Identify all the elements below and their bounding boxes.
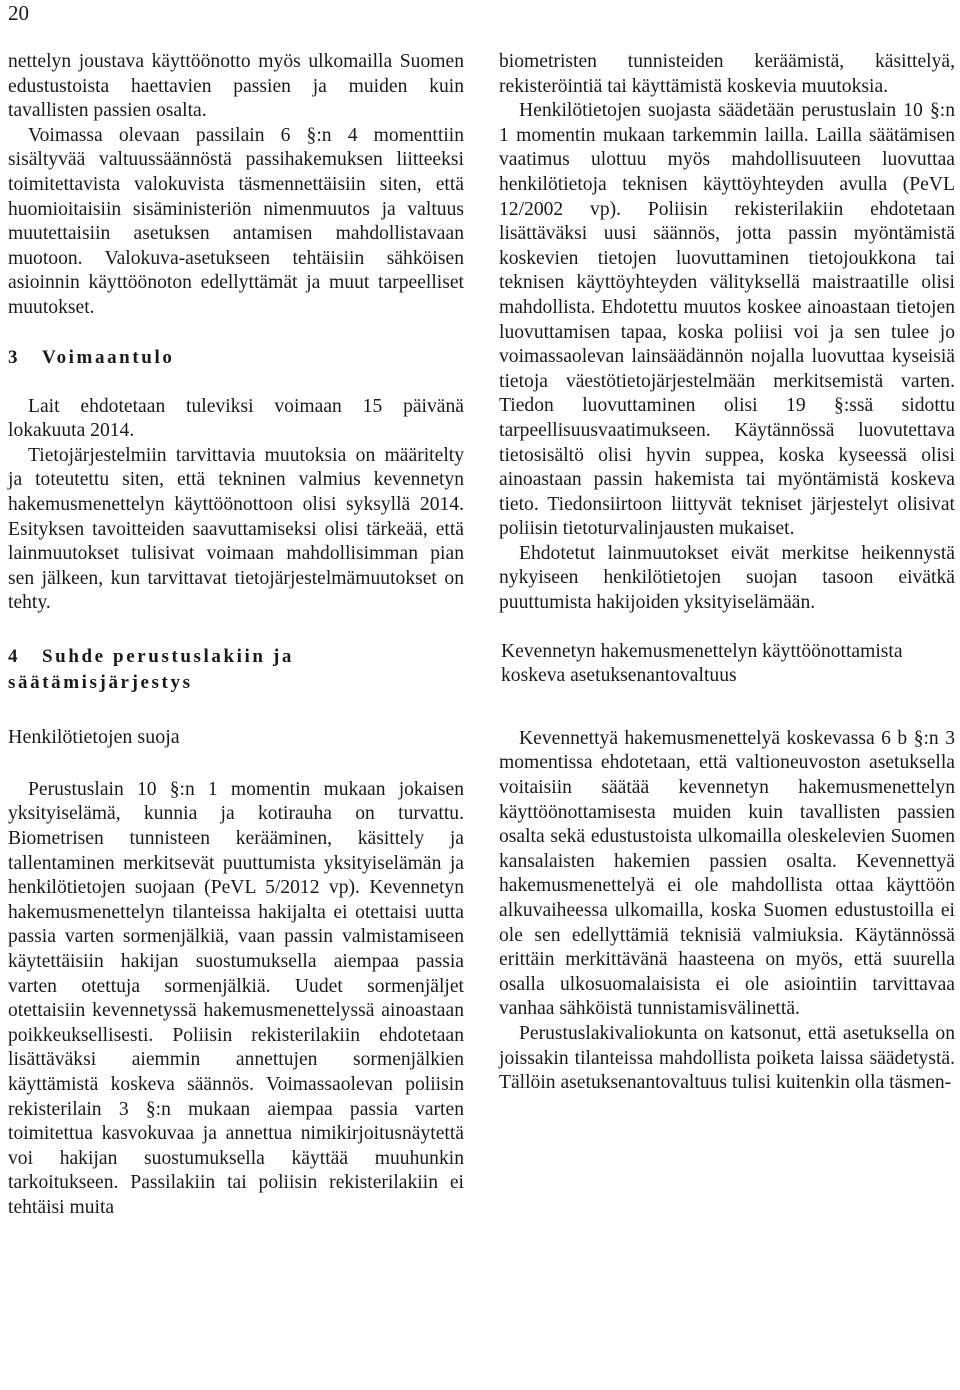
right-column bbox=[499, 50, 955, 1096]
paragraph: Lait ehdotetaan tuleviksi voimaan 15 päivänä lokakuuta 2014. bbox=[8, 395, 464, 442]
paragraph: Henkilötietojen suojasta säädetään perustuslain 10 §:n 1 momentin mukaan tarkemmin lailla. Lailla säätämisen vaatimus ulottuu myös mahdollisuuteen luovuttaa henkilötietoja teknisen käyttöyhteyden avulla (PeVL 12/2002 vp). Poliisin rekisterilakiin ehdotetaan lisättäväksi uusi säännös, jotta passin myöntämistä koskevien tietojen luovuttaminen tietojoukkona tai teknisen käyttöyhteyden välityksellä maistraatille olisi mahdollista. Ehdotettu muutos koskee ainoastaan tietojen luovuttamisen tapaa, koska poliisi voi ja sen tulee jo voimassaolevan lainsäädännön nojalla luovuttaa kyseisiä tietoja väestötietojärjestelmään merkitsemistä varten. Tiedon luovuttaminen olisi 19 §:ssä sidottu tarpeellisuusvaatimukseen. Käytännössä luovutettava tietosisältö olisi hyvin suppea, koska kyseessä olisi ainoastaan passin hakemista tai myöntämistä koskeva tieto. Tiedonsiirtoon liittyvät tekniset järjestelyt olisivat poliisin tietoturvalinjausten mukaiset. bbox=[499, 100, 955, 540]
paragraph: Perustuslain 10 §:n 1 momentin mukaan jokaisen yksityiselämä, kunnia ja kotirauha on turvattu. Biometrisen tunnisteen kerääminen, käsittely ja tallentaminen merkitsevät puuttumista yksityiselämän ja henkilötietojen suojaan (PeVL 5/2012 vp). Kevennetyn hakemusmenettelyn tilanteissa hakijalta ei otettaisi uutta passia varten sormenjälkiä, vaan passin valmistamiseen käytettäisiin hakijan suostumuksella aiempaa passia varten otettuja sormenjälkiä. Uudet sormenjäljet otettaisiin kevennetyssä hakemusmenettelyssä ainoastaan poikkeuksellisesti. Poliisin rekisterilakiin ehdotetaan lisättäväksi aiemmin annettujen sormenjälkien käyttämistä koskeva säännös. Voimassaolevan poliisin rekisterilain 3 §:n mukaan aiempaa passia varten toimitettua kasvokuvaa ja annettua nimikirjoitusnäytettä voi hakijan suostumuksella käyttää muuhunkin tarkoitukseen. Passilakiin tai poliisin rekisterilakiin ei tehtäisi muita bbox=[8, 778, 464, 1218]
section-title: Voimaantulo bbox=[42, 346, 175, 368]
subheading: Kevennetyn hakemusmenettelyn käyttöönottamista koskeva asetuksenantovaltuus bbox=[501, 640, 903, 687]
section-heading-3 bbox=[8, 345, 464, 371]
paragraph: Perustuslakivaliokunta on katsonut, että asetuksella on joissakin tilanteissa mahdollista poiketa laissa säädetystä. Tällöin asetuksenantovaltuus tulisi kuitenkin olla täsmen- bbox=[499, 1022, 955, 1094]
section-title: Suhde perustuslakiin ja säätämisjärjestys bbox=[8, 645, 294, 693]
section-heading-4 bbox=[8, 644, 464, 696]
paragraph: Voimassa olevaan passilain 6 §:n 4 momenttiin sisältyvää valtuussäännöstä passihakemuksen liitteeksi toimitettavista valokuvista täsmennettäisiin siten, että huomioitaisiin sisäministeriön nimenmuutos ja valtuus muutettaisiin asetuksen antamisen mahdollistavaan muotoon. Valokuva-asetukseen tehtäisiin sähköisen asioinnin käyttöönoton edellyttämät ja muut tarpeelliset muutokset. bbox=[8, 124, 464, 318]
paragraph: biometristen tunnisteiden keräämistä, käsittelyä, rekisteröintiä tai käyttämistä koskevia muutoksia. bbox=[499, 51, 955, 97]
section-number: 3 bbox=[8, 346, 18, 368]
page-number: 20 bbox=[8, 1, 29, 25]
left-column bbox=[8, 50, 464, 1221]
paragraph: Tietojärjestelmiin tarvittavia muutoksia on määritelty ja toteutettu siten, että tekninen valmius kevennetyn hakemusmenettelyn käyttöönottoon olisi syksyllä 2014. Esityksen tavoitteiden saavuttamiseksi olisi tärkeää, että lainmuutokset tulisivat voimaan mahdollisimman pian sen jälkeen, kun tarvittavat tietojärjestelmämuutokset on tehty. bbox=[8, 444, 464, 614]
paragraph: Kevennettyä hakemusmenettelyä koskevassa 6 b §:n 3 momentissa ehdotetaan, että valtioneuvoston asetuksella voitaisiin säätää kevennetyn hakemusmenettelyn käyttöönottamisesta muiden kuin tavallisten passien osalta sekä edustustoista ulkomailla oleskelevien Suomen kansalaisten hakemien passien osalta. Kevennettyä hakemusmenettelyä ei ole mahdollista ottaa käyttöön alkuvaiheessa ulkomailla, koska Suomen edustustoilla ei ole sen edellyttämiä teknisiä valmiuksia. Käytännössä erittäin merkittävänä haasteena on myös, että suurella osalla ulkosuomalaisista ei ole asiointiin tarvittavaa vanhaa sähköistä tunnistamisvälinettä. bbox=[499, 727, 955, 1020]
paragraph: Ehdotetut lainmuutokset eivät merkitse heikennystä nykyiseen henkilötietojen suojan tasoon eivätkä puuttumista hakijoiden yksityiselämään. bbox=[499, 542, 955, 614]
section-number: 4 bbox=[8, 645, 18, 667]
subheading: Henkilötietojen suoja bbox=[8, 725, 180, 748]
paragraph: nettelyn joustava käyttöönotto myös ulkomailla Suomen edustustoista haettavien passien ja muiden kuin tavallisten passien osalta. bbox=[8, 51, 464, 122]
